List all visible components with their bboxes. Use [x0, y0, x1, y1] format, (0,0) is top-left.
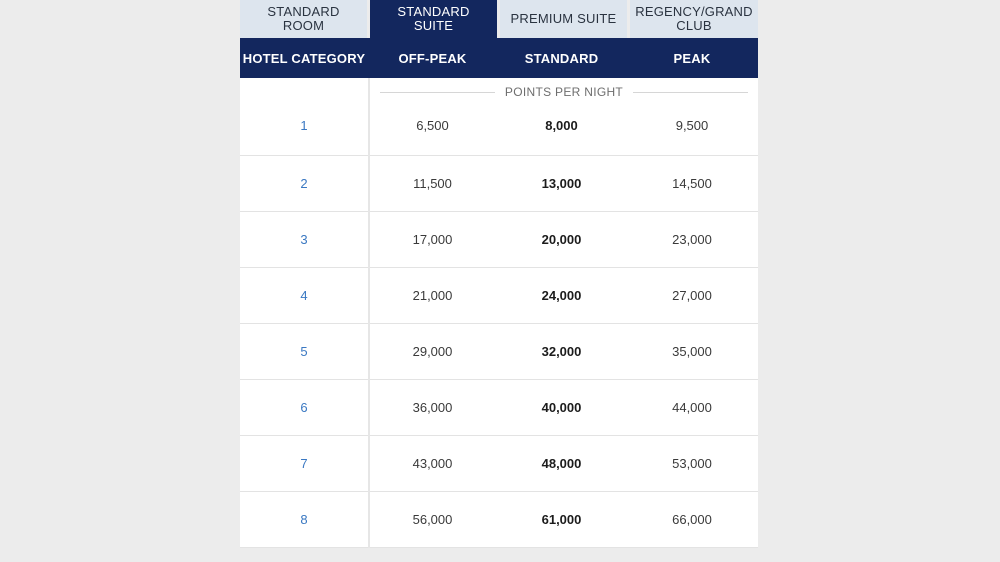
points-per-night-label: POINTS PER NIGHT: [504, 85, 624, 99]
category-link[interactable]: 8: [300, 512, 308, 527]
table-row: [240, 436, 758, 492]
off-peak-cell: 11,500: [413, 176, 452, 191]
standard-cell: 48,000: [541, 456, 582, 471]
standard-cell: 24,000: [541, 288, 582, 303]
category-link[interactable]: 4: [300, 288, 308, 303]
off-peak-cell: 6,500: [416, 118, 449, 133]
header-standard: STANDARD: [524, 50, 599, 66]
points-per-night-subheader: [380, 84, 748, 100]
table-row: [240, 492, 758, 548]
off-peak-cell: 36,000: [412, 400, 453, 415]
tab-premium-suite[interactable]: PREMIUM SUITE: [500, 0, 627, 38]
peak-cell: 27,000: [672, 288, 712, 303]
category-link[interactable]: 6: [300, 400, 308, 415]
standard-cell: 32,000: [541, 344, 582, 359]
category-link[interactable]: 7: [300, 456, 308, 471]
table-row: [240, 324, 758, 380]
header-peak: PEAK: [673, 50, 711, 66]
header-off-peak: OFF-PEAK: [398, 50, 467, 66]
peak-cell: 14,500: [672, 176, 712, 191]
category-link[interactable]: 1: [300, 118, 308, 133]
off-peak-cell: 43,000: [412, 456, 453, 471]
category-link[interactable]: 2: [300, 176, 308, 191]
peak-cell: 44,000: [672, 400, 712, 415]
table-body: [240, 78, 758, 548]
standard-cell: 61,000: [541, 512, 582, 527]
peak-cell: 35,000: [672, 344, 712, 359]
off-peak-cell: 21,000: [412, 288, 453, 303]
table-row: [240, 268, 758, 324]
award-chart-panel: [240, 0, 758, 562]
table-row: [240, 212, 758, 268]
peak-cell: 9,500: [675, 118, 709, 133]
standard-cell: 13,000: [541, 176, 582, 191]
table-header: [240, 38, 758, 78]
table-row: [240, 380, 758, 436]
peak-cell: 66,000: [672, 512, 712, 527]
divider: [633, 92, 748, 93]
standard-cell: 20,000: [541, 232, 582, 247]
room-type-tabs: [240, 0, 758, 38]
off-peak-cell: 56,000: [412, 512, 453, 527]
divider: [380, 92, 495, 93]
tab-standard-suite[interactable]: STANDARD SUITE: [370, 0, 497, 38]
standard-cell: 40,000: [541, 400, 582, 415]
tab-standard-room[interactable]: STANDARD ROOM: [240, 0, 367, 38]
table-row: [240, 156, 758, 212]
off-peak-cell: 29,000: [412, 344, 453, 359]
peak-cell: 53,000: [672, 456, 712, 471]
header-hotel-category: HOTEL CATEGORY: [242, 50, 366, 66]
column-divider: [368, 78, 370, 548]
standard-cell: 8,000: [545, 118, 578, 133]
tab-regency-grand-club[interactable]: REGENCY/GRAND CLUB: [630, 0, 758, 38]
peak-cell: 23,000: [672, 232, 712, 247]
category-link[interactable]: 3: [300, 232, 308, 247]
off-peak-cell: 17,000: [412, 232, 453, 247]
category-link[interactable]: 5: [300, 344, 308, 359]
